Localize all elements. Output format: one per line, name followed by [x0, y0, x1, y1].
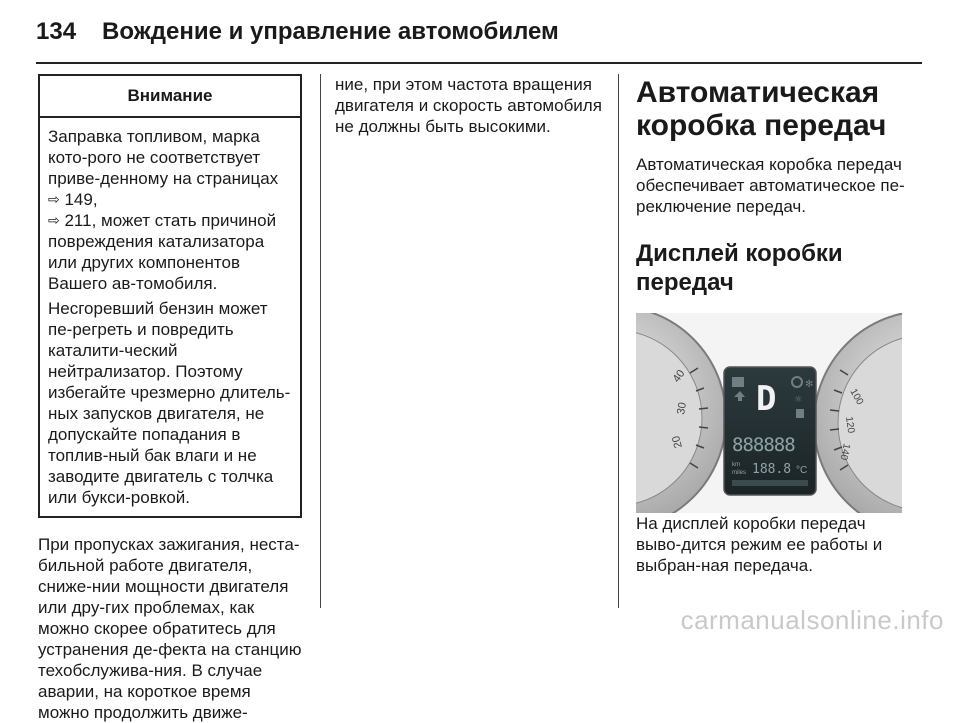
instrument-cluster-illustration: [636, 313, 902, 513]
odometer-display: 888888: [732, 434, 795, 456]
left-gauge-label: 40: [670, 367, 688, 385]
page-number: 134: [36, 18, 77, 45]
watermark: carmanualsonline.info: [680, 605, 944, 635]
page-reference-link-1[interactable]: 149,: [64, 190, 98, 209]
instrument-cluster-figure: [636, 313, 902, 513]
temperature-unit: °C: [796, 465, 808, 476]
warning-text-1b: , может стать причиной повреждения катализатора или других компонентов Вашего ав-томобиля.: [48, 211, 277, 293]
snowflake-icon: ✻: [805, 379, 814, 390]
fuel-icon: [796, 409, 804, 418]
section-heading: Автоматическая коробка передач: [636, 76, 887, 142]
unit-miles-label: miles: [732, 470, 747, 476]
column-divider-2: [618, 74, 619, 608]
section-intro-paragraph: Автоматическая коробка передач обеспечивает автоматическое пе-реключение передач.: [636, 155, 905, 216]
trip-display: 188.8: [752, 462, 792, 477]
trip-bar: [732, 480, 808, 486]
page-reference-arrow-icon: ⇨: [48, 191, 60, 207]
right-gauge-label: 120: [843, 415, 857, 434]
page-reference-arrow-icon: ⇨: [48, 212, 60, 228]
warning-box: [38, 74, 302, 518]
warning-title: Внимание: [40, 76, 300, 118]
page-reference-link-2[interactable]: 211: [64, 211, 92, 230]
gear-indicator: D: [756, 379, 777, 419]
column-1-paragraph: При пропусках зажигания, неста-бильной работе двигателя, сниже-нии мощности двигателя или дру-гих проблемах, как можно скорее обратитесь для устранения де-фекта на станцию техобслужива-ния. В случае аварии, на короткое время можно продолжить движе-: [38, 535, 302, 722]
running-title: Вождение и управление автомобилем: [102, 18, 559, 45]
column-divider-1: [320, 74, 321, 608]
page-header: [36, 18, 559, 48]
warning-paragraph-2: Несгоревший бензин может пе-регреть и повредить каталити-ческий нейтрализатор. Поэтому избегайте чрезмерно длитель-ных запусков двигателя, не допускайте попадания в топлив-ный бак влаги и не заводите двигатель с толчка или букси-ровкой.: [48, 299, 291, 507]
column-1: [38, 74, 302, 723]
right-gauge-label: 140: [837, 442, 852, 461]
left-gauge-label: 20: [670, 434, 685, 450]
header-rule: [36, 62, 922, 64]
warning-text-1a: Заправка топливом, марка кото-рого не соответствует приве-денному на страницах: [48, 127, 279, 188]
column-2-paragraph: ние, при этом частота вращения двигателя и скорость автомобиля не должны быть высокими.: [335, 75, 602, 136]
unit-km-label: km: [732, 462, 740, 468]
column-3: [636, 74, 912, 576]
warning-lamp-icon: [732, 377, 744, 387]
subsection-heading: Дисплей коробки передач: [636, 240, 843, 296]
figure-caption: На дисплей коробки передач выво-дится режим ее работы и выбран-ная передача.: [636, 514, 883, 575]
warning-paragraph-1: [48, 126, 292, 294]
column-2: [335, 74, 607, 137]
right-gauge-label: 100: [847, 387, 866, 407]
warning-body: [40, 118, 300, 516]
lamp-icon: ☼: [794, 395, 803, 405]
left-gauge-label: 30: [675, 401, 690, 416]
